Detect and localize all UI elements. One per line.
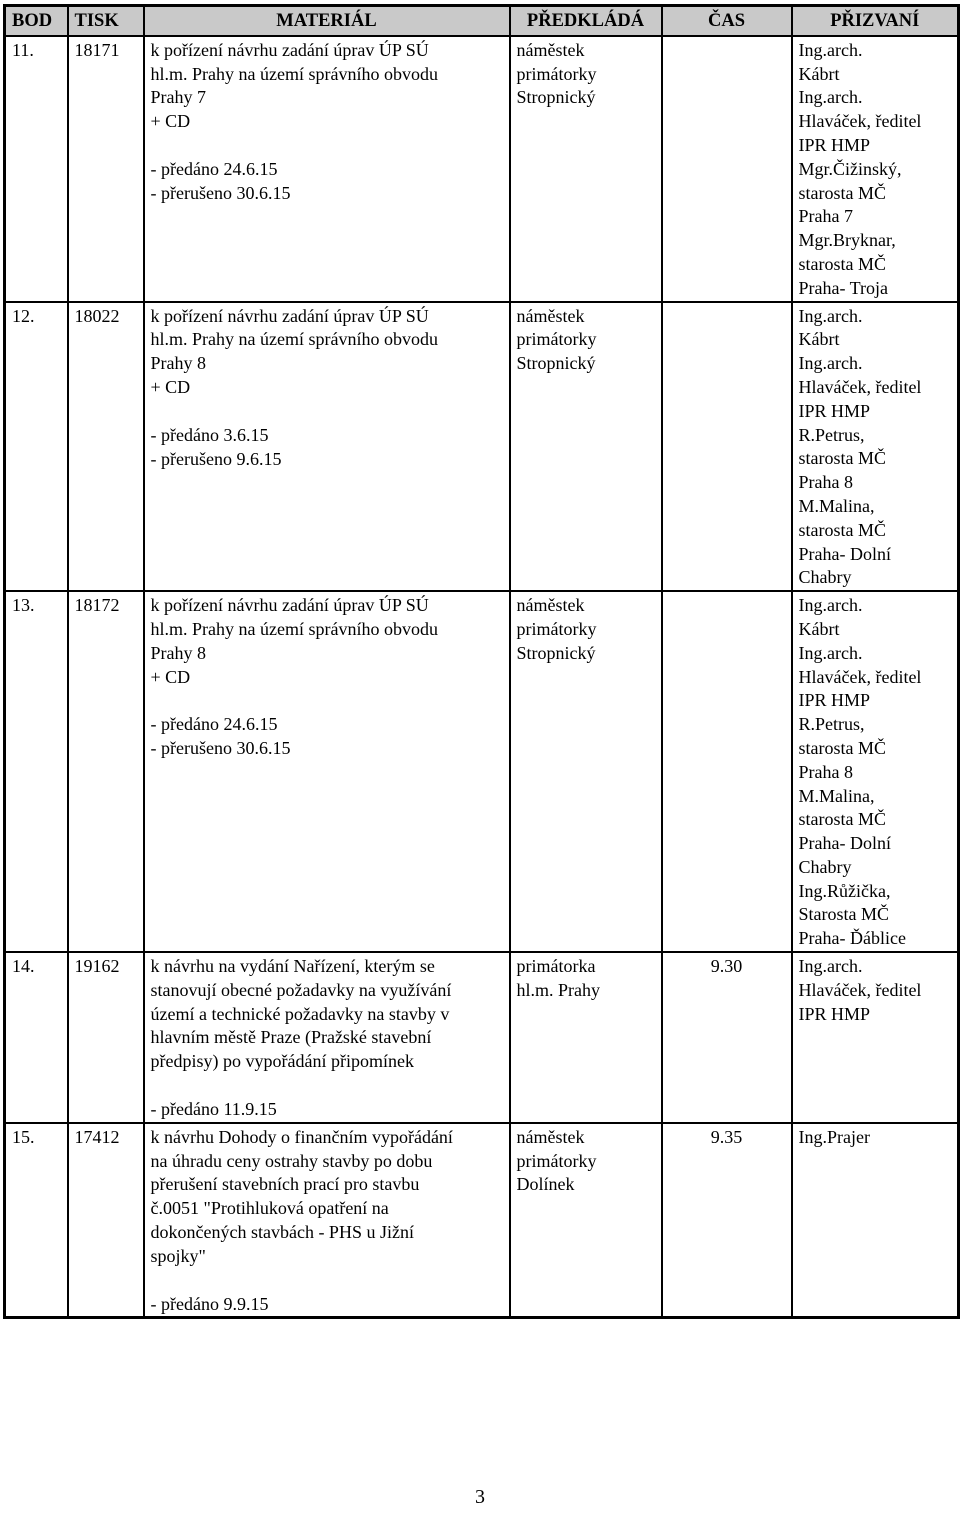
spacer [151, 134, 503, 158]
presenter-line: náměstek [516, 1126, 585, 1147]
table-row [5, 302, 959, 592]
invited-line: Kábrt [798, 618, 840, 639]
invited-line: Praha- Dolní [798, 543, 891, 564]
agenda-table [3, 4, 960, 1319]
invited-line: Praha- Troja [798, 277, 888, 298]
material-line: k pořízení návrhu zadání úprav ÚP SÚ [150, 39, 429, 60]
time-cell [662, 302, 792, 592]
material-line: k pořízení návrhu zadání úprav ÚP SÚ [150, 595, 429, 616]
invited-cell [792, 1123, 959, 1318]
table-row [5, 36, 959, 302]
invited-line: Mgr.Bryknar, [798, 230, 896, 251]
material-line: Prahy 8 [150, 353, 206, 374]
presenter-line: primátorka [516, 956, 596, 977]
invited-line: Hlaváček, ředitel [798, 979, 922, 1000]
invited-line: Praha- Ďáblice [798, 928, 906, 949]
print-number: 19162 [68, 952, 144, 1123]
invited-line: starosta MČ [798, 737, 886, 758]
invited-line: Ing.arch. [798, 305, 863, 326]
presenter-line: Stropnický [516, 642, 596, 663]
header-prizvani: PŘIZVANÍ [792, 6, 959, 36]
item-number: 15. [5, 1123, 68, 1318]
presenter-line: hl.m. Prahy [516, 979, 600, 1000]
material-line: Prahy 7 [150, 87, 206, 108]
time-cell: 9.30 [662, 952, 792, 1123]
material-line: k pořízení návrhu zadání úprav ÚP SÚ [150, 305, 429, 326]
invited-line: Ing.Růžička, [798, 880, 891, 901]
presenter-line: náměstek [516, 305, 585, 326]
page-number: 3 [475, 1486, 485, 1508]
header-cas: ČAS [662, 6, 792, 36]
material-cell [144, 591, 510, 952]
invited-line: Ing.arch. [798, 595, 863, 616]
item-number: 13. [5, 591, 68, 952]
table-row [5, 1123, 959, 1318]
invited-line: starosta MČ [798, 182, 886, 203]
material-line: hlavním městě Praze (Pražské stavební [150, 1027, 432, 1048]
presenter-line: primátorky [516, 1150, 597, 1171]
invited-line: starosta MČ [798, 519, 886, 540]
material-line: k návrhu Dohody o finančním vypořádání [150, 1126, 453, 1147]
presenter-line: Stropnický [516, 87, 596, 108]
spacer [151, 1269, 503, 1293]
table-row [5, 952, 959, 1123]
presenter-cell [510, 1123, 662, 1318]
material-line: + CD [150, 666, 191, 687]
presenter-line: náměstek [516, 39, 585, 60]
presenter-cell [510, 591, 662, 952]
header-predklada: PŘEDKLÁDÁ [510, 6, 662, 36]
invited-line: Chabry [798, 567, 852, 588]
invited-line: M.Malina, [798, 495, 875, 516]
presenter-line: náměstek [516, 595, 585, 616]
header-tisk: TISK [68, 6, 144, 36]
table-row [5, 591, 959, 952]
invited-line: R.Petrus, [798, 424, 865, 445]
invited-line: Hlaváček, ředitel [798, 376, 922, 397]
invited-line: Praha- Dolní [798, 833, 891, 854]
status-note: - předáno 9.9.15 [150, 1293, 269, 1314]
invited-line: Ing.arch. [798, 87, 863, 108]
print-number: 18022 [68, 302, 144, 592]
material-line: č.0051 "Protihluková opatření na [150, 1198, 389, 1219]
material-line: Prahy 8 [150, 642, 206, 663]
material-cell [144, 1123, 510, 1318]
invited-line: starosta MČ [798, 809, 886, 830]
material-line: přerušení stavebních prací pro stavbu [150, 1174, 420, 1195]
invited-cell [792, 591, 959, 952]
invited-line: Ing.arch. [798, 956, 863, 977]
invited-line: IPR HMP [798, 400, 871, 421]
print-number: 18172 [68, 591, 144, 952]
invited-line: Hlaváček, ředitel [798, 666, 922, 687]
presenter-line: Dolínek [516, 1174, 575, 1195]
material-line: na úhradu ceny ostrahy stavby po dobu [150, 1150, 433, 1171]
material-line: dokončených stavbách - PHS u Jižní [150, 1222, 414, 1243]
invited-line: Starosta MČ [798, 904, 890, 925]
material-line: hl.m. Prahy na území správního obvodu [150, 329, 438, 350]
material-line: k návrhu na vydání Nařízení, kterým se [150, 956, 435, 977]
invited-line: Ing.arch. [798, 39, 863, 60]
spacer [151, 1074, 503, 1098]
invited-line: Hlaváček, ředitel [798, 111, 922, 132]
header-material: MATERIÁL [144, 6, 510, 36]
invited-line: Kábrt [798, 63, 840, 84]
invited-cell [792, 302, 959, 592]
presenter-cell [510, 302, 662, 592]
invited-cell [792, 36, 959, 302]
material-line: stanovují obecné požadavky na využívání [150, 979, 452, 1000]
header-row [5, 6, 959, 36]
material-cell [144, 952, 510, 1123]
time-cell [662, 591, 792, 952]
invited-line: Praha 8 [798, 761, 853, 782]
spacer [151, 400, 503, 424]
invited-line: Kábrt [798, 329, 840, 350]
presenter-line: primátorky [516, 329, 597, 350]
material-cell [144, 36, 510, 302]
invited-line: Chabry [798, 856, 852, 877]
presenter-cell [510, 952, 662, 1123]
invited-line: starosta MČ [798, 253, 886, 274]
status-note: - předáno 24.6.15 [150, 714, 278, 735]
presenter-line: primátorky [516, 618, 597, 639]
time-cell [662, 36, 792, 302]
invited-line: IPR HMP [798, 1003, 871, 1024]
material-line: + CD [150, 111, 191, 132]
invited-line: IPR HMP [798, 690, 871, 711]
presenter-cell [510, 36, 662, 302]
invited-line: Ing.Prajer [798, 1126, 870, 1147]
presenter-line: primátorky [516, 63, 597, 84]
invited-line: Praha 7 [798, 206, 853, 227]
header-bod: BOD [5, 6, 68, 36]
material-line: hl.m. Prahy na území správního obvodu [150, 63, 438, 84]
status-note: - přerušeno 9.6.15 [150, 448, 282, 469]
status-note: - předáno 11.9.15 [150, 1099, 277, 1120]
invited-line: M.Malina, [798, 785, 875, 806]
material-cell [144, 302, 510, 592]
presenter-line: Stropnický [516, 353, 596, 374]
status-note: - přerušeno 30.6.15 [150, 182, 291, 203]
status-note: - předáno 24.6.15 [150, 158, 278, 179]
invited-line: Ing.arch. [798, 642, 863, 663]
invited-line: Ing.arch. [798, 353, 863, 374]
spacer [151, 689, 503, 713]
item-number: 11. [5, 36, 68, 302]
material-line: + CD [150, 376, 191, 397]
item-number: 14. [5, 952, 68, 1123]
material-line: předpisy) po vypořádání připomínek [150, 1051, 414, 1072]
invited-line: starosta MČ [798, 448, 886, 469]
print-number: 17412 [68, 1123, 144, 1318]
material-line: hl.m. Prahy na území správního obvodu [150, 618, 438, 639]
status-note: - přerušeno 30.6.15 [150, 738, 291, 759]
invited-cell [792, 952, 959, 1123]
invited-line: Praha 8 [798, 472, 853, 493]
print-number: 18171 [68, 36, 144, 302]
material-line: území a technické požadavky na stavby v [150, 1003, 450, 1024]
agenda-rows [5, 36, 959, 1318]
invited-line: Mgr.Čižinský, [798, 158, 902, 179]
material-line: spojky" [150, 1245, 206, 1266]
item-number: 12. [5, 302, 68, 592]
time-cell: 9.35 [662, 1123, 792, 1318]
status-note: - předáno 3.6.15 [150, 424, 269, 445]
invited-line: IPR HMP [798, 134, 871, 155]
invited-line: R.Petrus, [798, 714, 865, 735]
